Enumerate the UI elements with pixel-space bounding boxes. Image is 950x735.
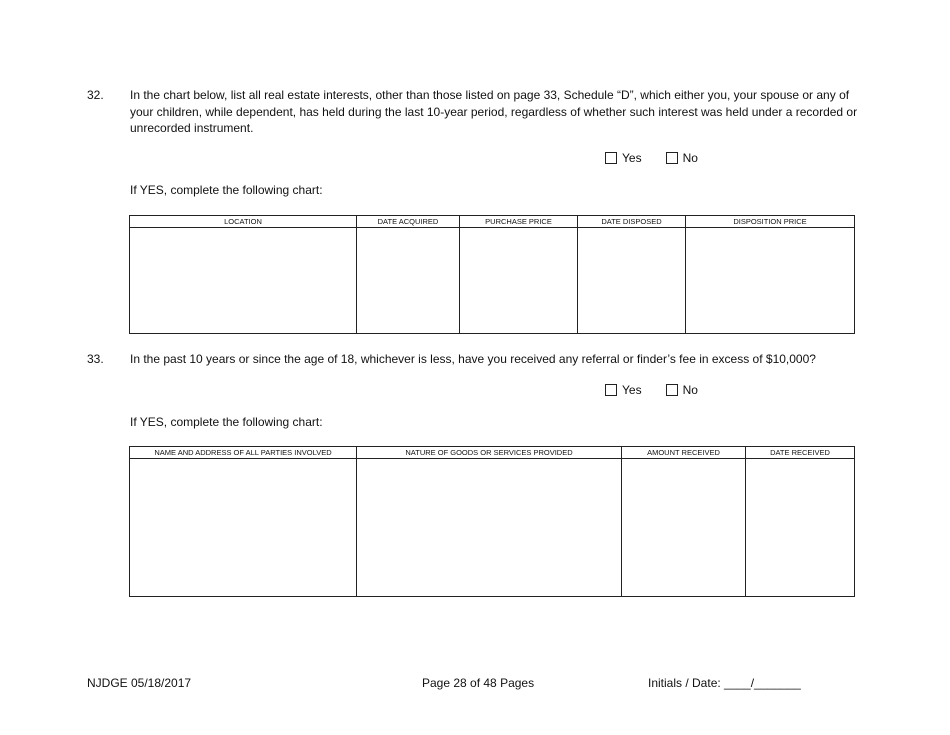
date-received-cell[interactable]	[746, 459, 855, 597]
question-33-number: 33.	[87, 352, 104, 366]
column-header-goods-services: NATURE OF GOODS OR SERVICES PROVIDED	[357, 447, 622, 459]
question-32-if-yes: If YES, complete the following chart:	[130, 183, 323, 197]
yes-label: Yes	[622, 383, 642, 397]
date-disposed-cell[interactable]	[578, 228, 686, 334]
disposition-price-cell[interactable]	[686, 228, 855, 334]
column-header-parties: NAME AND ADDRESS OF ALL PARTIES INVOLVED	[130, 447, 357, 459]
question-32-no-option[interactable]	[666, 151, 698, 165]
amount-received-cell[interactable]	[622, 459, 746, 597]
question-33-yes-option[interactable]	[605, 383, 642, 397]
location-cell[interactable]	[130, 228, 357, 334]
parties-cell[interactable]	[130, 459, 357, 597]
date-acquired-cell[interactable]	[357, 228, 460, 334]
column-header-date-disposed: DATE DISPOSED	[578, 216, 686, 228]
no-label: No	[682, 383, 698, 397]
yes-checkbox[interactable]	[605, 152, 617, 164]
question-32-number: 32.	[87, 88, 104, 102]
question-33-if-yes: If YES, complete the following chart:	[130, 415, 323, 429]
column-header-location: LOCATION	[130, 216, 357, 228]
column-header-disposition-price: DISPOSITION PRICE	[686, 216, 855, 228]
no-checkbox[interactable]	[666, 384, 678, 396]
column-header-date-acquired: DATE ACQUIRED	[357, 216, 460, 228]
no-checkbox[interactable]	[666, 152, 678, 164]
purchase-price-cell[interactable]	[460, 228, 578, 334]
question-32-yes-no	[605, 151, 698, 165]
yes-checkbox[interactable]	[605, 384, 617, 396]
no-label: No	[682, 151, 698, 165]
referral-fee-chart	[129, 446, 855, 597]
footer-page-number: Page 28 of 48 Pages	[422, 676, 535, 690]
question-33-no-option[interactable]	[666, 383, 698, 397]
goods-services-cell[interactable]	[357, 459, 622, 597]
column-header-amount-received: AMOUNT RECEIVED	[622, 447, 746, 459]
column-header-date-received: DATE RECEIVED	[746, 447, 855, 459]
column-header-purchase-price: PURCHASE PRICE	[460, 216, 578, 228]
question-32-text: In the chart below, list all real estate interests, other than those listed on page 33, Schedule “D”, which either you, your spouse or any of your children, while dependent, has held during the last 10-year period, regardless of whether such interest was held under a recorded or unrecorded instrument.	[130, 88, 858, 135]
question-33-text: In the past 10 years or since the age of 18, whichever is less, have you received any referral or finder’s fee in excess of $10,000?	[130, 352, 816, 366]
question-32-yes-option[interactable]	[605, 151, 642, 165]
footer-form-id: NJDGE 05/18/2017	[87, 676, 192, 690]
question-33-yes-no	[605, 383, 698, 397]
real-estate-chart	[129, 215, 855, 334]
footer-initials-date: Initials / Date: ____/_______	[648, 676, 801, 690]
yes-label: Yes	[622, 151, 642, 165]
